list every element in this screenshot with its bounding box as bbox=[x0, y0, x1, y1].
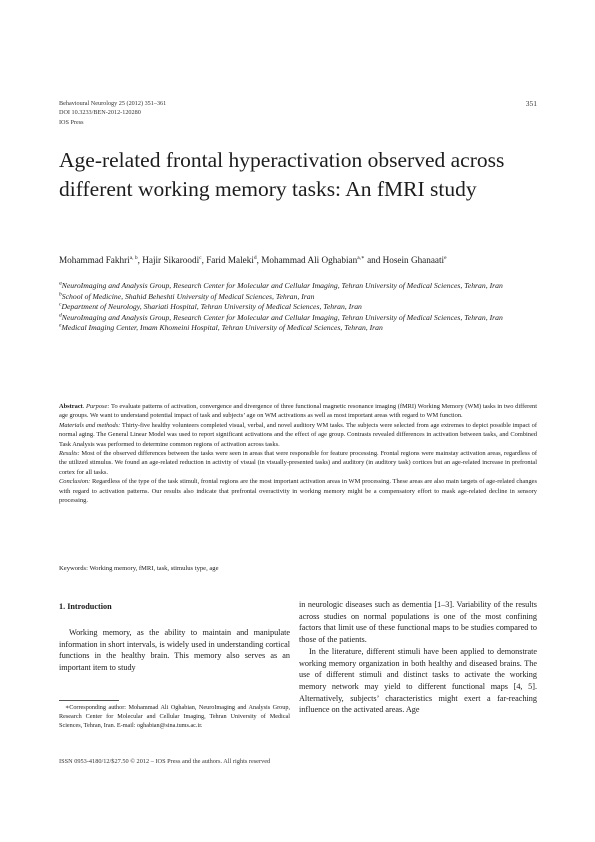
affiliation-mark: e bbox=[59, 322, 62, 329]
intro-paragraph: In the literature, different stimuli have been applied to demonstrate working memory organization in both healthy and diseased brains. The use of different stimuli and distinct tasks to activate the working memory network may yield to different functional maps [4, 5]. Alternatively, subjects’ characteristics might exert a far-reaching influence on the activated areas. Age bbox=[299, 646, 537, 715]
author-name: Hajir Sikaroodi bbox=[142, 255, 200, 265]
copyright-line: ISSN 0953-4180/12/$27.50 © 2012 – IOS Press and the authors. All rights reserved bbox=[59, 758, 271, 765]
author-name: Mohammad Fakhri bbox=[59, 255, 130, 265]
affiliation-text: Medical Imaging Center, Imam Khomeini Hospital, Tehran University of Medical Sciences, Tehran, Iran bbox=[61, 323, 383, 333]
author-affiliation-mark: a, b bbox=[129, 254, 138, 261]
journal-meta bbox=[59, 99, 166, 127]
author-name: Mohammad Ali Oghabian bbox=[261, 255, 358, 265]
author-name: Hosein Ghanaati bbox=[382, 255, 445, 265]
author-affiliation-mark: e bbox=[444, 254, 447, 261]
abstract-methods-text: Thirty-five healthy volunteers completed visual, verbal, and novel auditory WM tasks. The subjects were selected from age extremes to depict possible impact of normal aging. The General Linear Model was used to report significant activations and the effect of age group. Contrasts revealed differences in activation between tasks, and Combined Task Analysis was performed to determine common regions of activation across tasks. bbox=[59, 421, 537, 448]
author-list: Mohammad Fakhri$^{a, b}$, Hajir Sikaroodi$^c$, Farid Maleki$^d$, Mohammad Ali Oghabian$^{a,∗}$ and Hosein Ghanaati$^e$ bbox=[59, 254, 447, 265]
body-column-left bbox=[59, 627, 290, 674]
affiliation-text: Department of Neurology, Shariati Hospital, Tehran University of Medical Sciences, Tehran, Iran bbox=[61, 302, 362, 312]
affiliation-text: NeuroImaging and Analysis Group, Research Center for Molecular and Cellular Imaging, Tehran University of Medical Sciences, Tehran, Iran bbox=[61, 312, 503, 322]
abstract-label: Abstract bbox=[59, 403, 83, 410]
journal-citation: Behavioural Neurology 25 (2012) 351–361 bbox=[59, 100, 167, 107]
affiliation-list bbox=[59, 281, 539, 334]
abstract-purpose-text: To evaluate patterns of activation, convergence and divergence of three functional magnetic resonance imaging (fMRI) Working Memory (WM) tasks in two different age groups. We want to understand potential impact of task and subjects’ age on WM activations as well as most important areas with regard to WM function. bbox=[59, 403, 538, 420]
corresponding-author-footnote: ∗Corresponding author: Mohammad Ali Oghabian, NeuroImaging and Analysis Group, Research Center for Molecular and Cellular Imaging, Tehran University of Medical Sciences, Tehran, Iran. E-mail: oghabian@sina.tums.ac.ir. bbox=[59, 704, 290, 729]
affiliation-mark: d bbox=[59, 312, 62, 319]
intro-paragraph: Working memory, as the ability to maintain and manipulate information in short intervals, is widely used in understanding cortical functions in the healthy brain. This memory also serves as an important item to study bbox=[59, 628, 290, 673]
affiliation-item bbox=[59, 313, 539, 324]
intro-paragraph: in neurologic diseases such as dementia [1–3]. Variability of the results across studies on normal populations is one of the most confining factors that limit use of these functional maps to be studies compared to those of the patients. bbox=[299, 600, 537, 645]
abstract-purpose: Abstract. Purpose: To evaluate patterns of activation, convergence and divergence of three functional magnetic resonance imaging (fMRI) Working Memory (WM) tasks in two different age groups. We want to understand potential impact of task and subjects’ age on WM activations as well as most important areas with regard to WM function. bbox=[59, 403, 538, 420]
abstract-results-text: Most of the observed differences between the tasks were seen in areas that were responsible for feature processing. Frontal regions were mainstay activation areas, regardless of the utilized stimulus. We found an age-related reduction in activity of visual (in visually-presented tasks) and auditory (in auditory task) cortices but an age-related increase in prefrontal cortex for all tasks. bbox=[59, 450, 537, 476]
paper-title: Age-related frontal hyperactivation observed across different working memory tasks: An fMRI study bbox=[59, 148, 505, 201]
affiliation-text: NeuroImaging and Analysis Group, Research Center for Molecular and Cellular Imaging, Tehran University of Medical Sciences, Tehran, Iran bbox=[61, 281, 503, 290]
journal-publisher: IOS Press bbox=[59, 118, 84, 126]
abstract-results bbox=[59, 449, 537, 477]
affiliation-item bbox=[59, 292, 539, 303]
abstract-conclusion bbox=[59, 477, 537, 505]
author-name: Farid Maleki bbox=[206, 255, 254, 265]
affiliation-item bbox=[59, 281, 539, 292]
page-number: 351 bbox=[525, 99, 537, 108]
affiliation-text: School of Medicine, Shahid Beheshti University of Medical Sciences, Tehran, Iran bbox=[61, 291, 315, 301]
journal-doi: DOI 10.3233/BEN-2012-120280 bbox=[59, 109, 141, 117]
author-affiliation-mark: a,∗ bbox=[357, 254, 365, 261]
affiliation-mark: b bbox=[59, 291, 62, 298]
abstract-purpose-label: Purpose: bbox=[86, 403, 110, 410]
affiliation-item bbox=[59, 323, 539, 334]
affiliation-item bbox=[59, 302, 539, 313]
author-affiliation-mark: d bbox=[253, 254, 257, 261]
abstract-results-label: Results: bbox=[59, 450, 80, 458]
abstract-methods bbox=[59, 421, 537, 449]
affiliation-mark: a bbox=[59, 280, 62, 287]
abstract-conclusion-label: Conclusion: bbox=[59, 478, 91, 486]
affiliation-mark: c bbox=[59, 301, 62, 308]
section-heading-introduction: 1. Introduction bbox=[59, 602, 112, 611]
abstract-methods-label: Materials and methods: bbox=[59, 421, 121, 429]
author-affiliation-mark: c bbox=[199, 254, 202, 261]
body-column-right bbox=[299, 599, 537, 716]
abstract bbox=[59, 402, 537, 505]
footnote-divider bbox=[59, 700, 119, 701]
abstract-conclusion-text: Regardless of the type of the task stimuli, frontal regions are the most important activation areas in WM processing. These areas are also main targets of age-related changes with regard to activation patterns. Our results also indicate that prefrontal overactivity in working memory might be a compensatory effort to mask age-related decline in sensory processing. bbox=[59, 478, 537, 505]
keywords: Keywords: Working memory, fMRI, task, stimulus type, age bbox=[59, 565, 219, 572]
